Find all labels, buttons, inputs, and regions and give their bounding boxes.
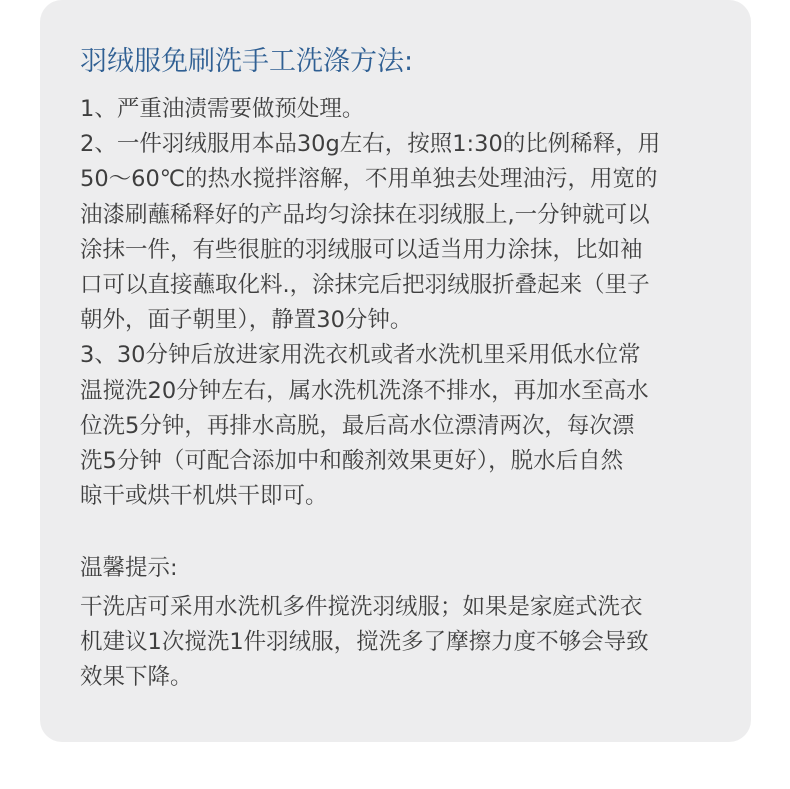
instruction-line: 温搅洗20分钟左右，属水洗机洗涤不排水，再加水至高水 bbox=[80, 377, 649, 404]
instruction-line: 1、严重油渍需要做预处理。 bbox=[80, 96, 365, 122]
instruction-line: 油漆刷蘸稀释好的产品均匀涂抹在羽绒服上,一分钟就可以 bbox=[80, 201, 650, 228]
instruction-line: 位洗5分钟，再排水高脱，最后高水位漂清两次，每次漂 bbox=[80, 412, 635, 439]
instruction-line: 口可以直接蘸取化料.，涂抹完后把羽绒服折叠起来（里子 bbox=[80, 272, 650, 299]
tip-line: 干洗店可采用水洗机多件搅洗羽绒服；如果是家庭式洗衣 bbox=[80, 594, 643, 620]
page-title: 羽绒服免刷洗手工洗涤方法: bbox=[80, 46, 414, 77]
instructions-block bbox=[80, 92, 720, 514]
tip-line: 效果下降。 bbox=[80, 664, 193, 691]
tips-block bbox=[80, 590, 720, 696]
instruction-line: 涂抹一件，有些很脏的羽绒服可以适当用力涂抹，比如袖 bbox=[80, 236, 643, 263]
instruction-line: 2、一件羽绒服用本品30g左右，按照1:30的比例稀释，用 bbox=[80, 131, 661, 158]
instruction-line: 洗5分钟（可配合添加中和酸剂效果更好），脱水后自然 bbox=[80, 448, 624, 475]
tip-line: 机建议1次搅洗1件羽绒服，搅洗多了摩擦力度不够会导致 bbox=[80, 629, 649, 656]
instruction-line: 晾干或烘干机烘干即可。 bbox=[80, 483, 328, 510]
tips-label: 温馨提示: bbox=[80, 555, 178, 581]
instruction-line: 朝外，面子朝里），静置30分钟。 bbox=[80, 307, 413, 334]
instruction-line: 50～60℃的热水搅拌溶解，不用单独去处理油污，用宽的 bbox=[80, 166, 658, 193]
instruction-line: 3、30分钟后放进家用洗衣机或者水洗机里采用低水位常 bbox=[80, 342, 641, 369]
